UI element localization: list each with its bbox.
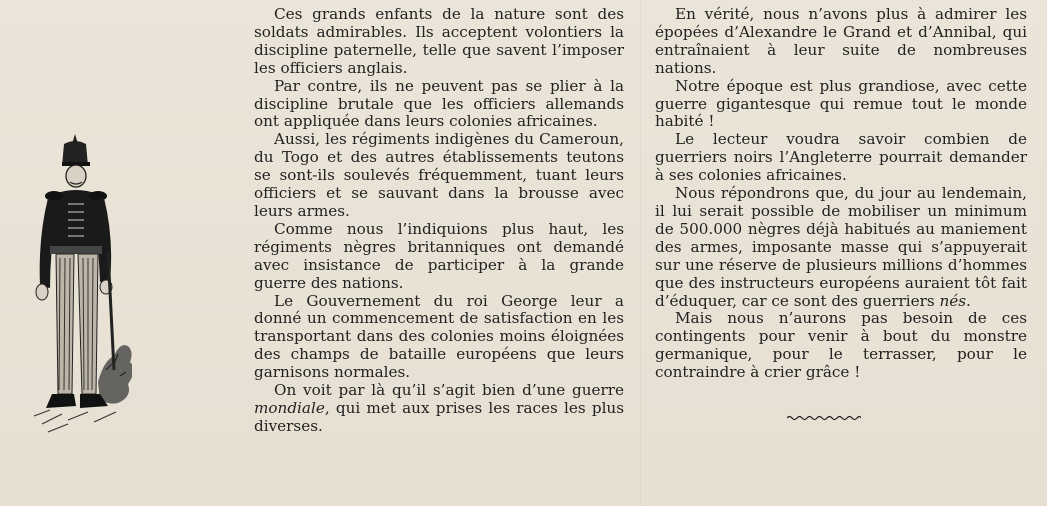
paragraph-nes [655,185,1027,310]
end-rule-ornament [787,415,861,421]
paragraph: Notre époque est plus grandiose, avec cette guerre gigantesque qui remue tout le monde habité ! [655,76,1027,131]
soldier-illustration [28,132,132,437]
paragraph-last [254,382,624,436]
text-run: , qui met aux prises les races les plus diverses. [254,398,624,435]
italic-word: mondiale [254,398,325,417]
paragraph: En vérité, nous n’avons plus à admirer les épopées d’Alexandre le Grand et d’Annibal, qui entraînaient à leur suite de nombreuses nations. [655,5,1027,77]
paragraph: Comme nous l’indiquions plus haut, les régiments nègres britanniques ont demandé avec insistance de participer à la grande guerre des nations. [254,219,624,292]
paragraph: Par contre, ils ne peuvent pas se plier à la discipline brutale que les officiers allemands ont appliquée dans leurs colonies africaines. [254,76,624,131]
paragraph: Aussi, les régiments indigènes du Cameroun, du Togo et des autres établissements teutons se sont-ils soulevés fréquemment, tuant leurs officiers et se sauvant dans la brousse avec leurs armes. [254,130,624,220]
text-run: Nous répondrons que, du jour au lendemain, il lui serait possible de mobiliser un minimum de 500.000 nègres déjà habitués au maniement des armes, imposante masse qui s’appuyerait sur une réserve de plusieurs millions d’hommes que des instructeurs européens auraient tôt fait d’éduquer, car ce sont des guerriers [655,184,1027,310]
italic-word: nés [939,291,967,310]
paragraph: Le lecteur voudra savoir combien de guerriers noirs l’Angleterre pourrait demander à ses colonies africaines. [655,130,1027,185]
text-run: On voit par là qu’il s’agit bien d’une guerre [274,381,624,400]
left-column [254,6,624,436]
paragraph-final: Mais nous n’aurons pas besoin de ces contingents pour venir à bout du monstre germanique, pour le terrasser, pour le contraindre à crier grâce ! [655,309,1027,382]
text-run: . [966,291,971,310]
right-column [655,6,1027,382]
paragraph: Ces grands enfants de la nature sont des soldats admirables. Ils acceptent volontiers la discipline paternelle, telle que savent l’imposer les officiers anglais. [254,5,624,77]
column-gutter [640,0,641,506]
paragraph: Le Gouvernement du roi George leur a donné un commencement de satisfaction en les transportant dans des colonies moins éloignées des champs de bataille européens que leurs garnisons normales. [254,291,624,382]
